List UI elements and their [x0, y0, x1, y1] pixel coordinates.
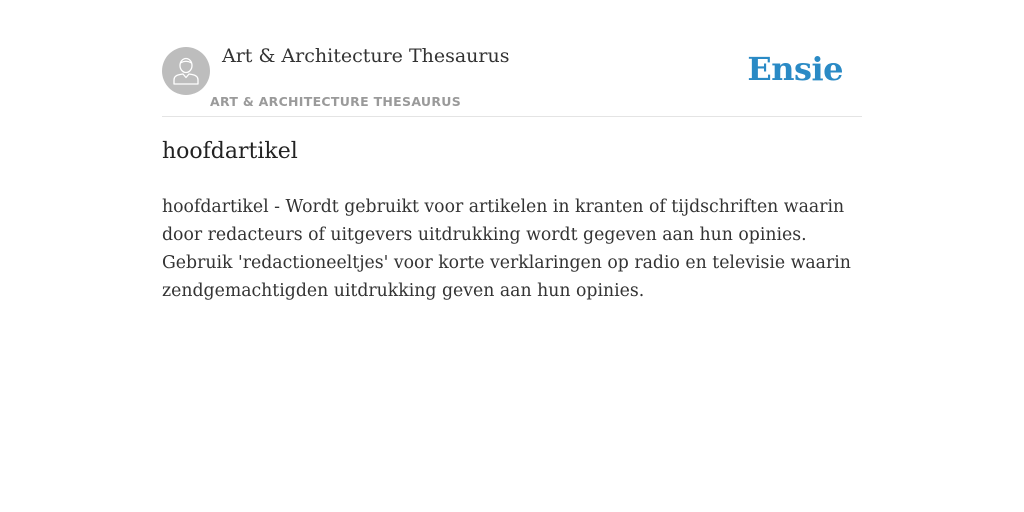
definition-text: hoofdartikel - Wordt gebruikt voor artikelen in kranten of tijdschriften waarin door redacteurs of uitgevers uitdrukking wordt gegeven aan hun opinies. Gebruik 'redactioneeltjes' voor korte verklaringen op radio en televisie waarin zendgemachtigden uitdrukking geven aan hun opinies. — [162, 197, 851, 301]
source-subtitle: ART & ARCHITECTURE THESAURUS — [210, 94, 462, 109]
source-header — [162, 0, 862, 117]
avatar[interactable] — [162, 47, 210, 95]
ensie-logo[interactable]: Ensie — [747, 50, 843, 88]
source-title-link[interactable]: Art & Architecture Thesaurus — [222, 45, 510, 67]
term-title: hoofdartikel — [162, 139, 298, 164]
user-placeholder-icon — [162, 47, 210, 95]
